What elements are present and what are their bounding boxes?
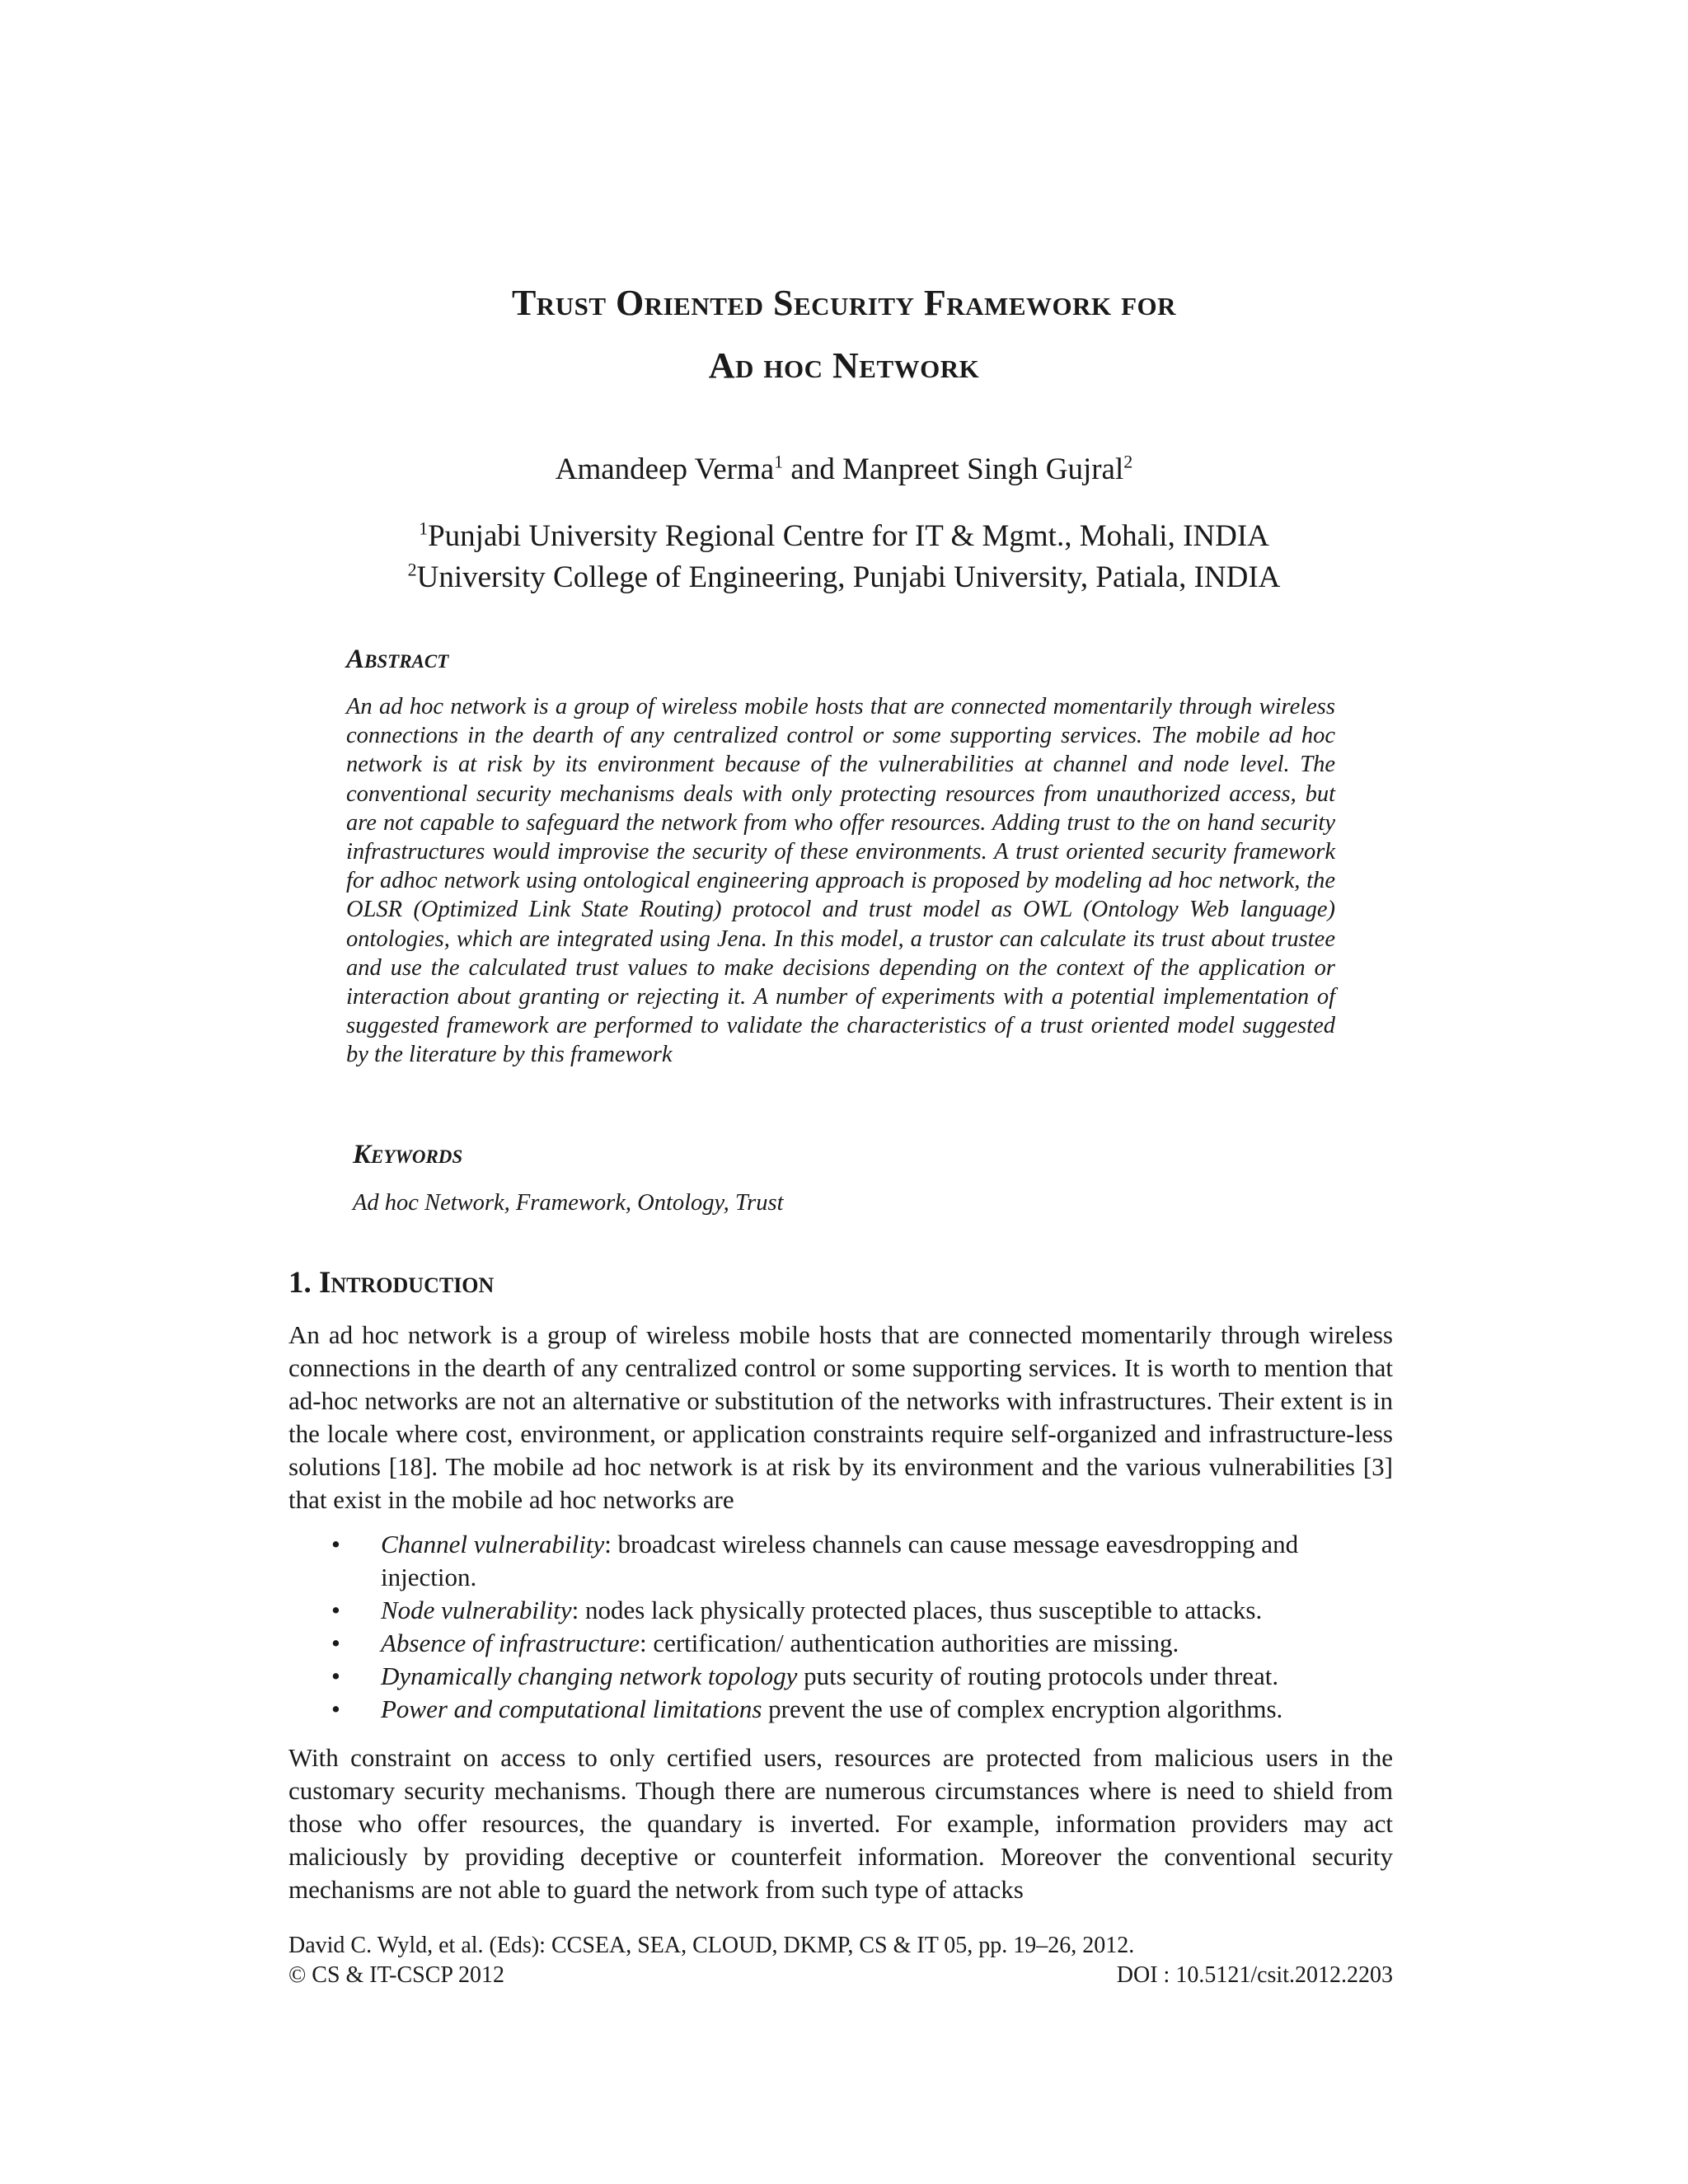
affiliation-2 <box>247 557 1441 598</box>
author-1: Amandeep Verma <box>555 452 775 486</box>
title-line-2: Ad hoc Network <box>708 345 980 386</box>
author-line <box>247 449 1441 490</box>
footer-citation: David C. Wyld, et al. (Eds): CCSEA, SEA, CLOUD, DKMP, CS & IT 05, pp. 19–26, 2012. <box>288 1933 1135 1958</box>
list-item-text: : nodes lack physically protected places, thus susceptible to attacks. <box>571 1596 1263 1624</box>
vulnerability-list <box>288 1528 1393 1726</box>
list-item-term: Channel vulnerability <box>381 1530 605 1558</box>
affiliation-1-text: Punjabi University Regional Centre for IT & Mgmt., Mohali, INDIA <box>428 519 1269 553</box>
list-item <box>288 1528 1393 1594</box>
list-item-text: : broadcast wireless channels can cause message eavesdropping and injection. <box>381 1530 1299 1591</box>
author-2-superscript: 2 <box>1123 451 1133 472</box>
footer-copyright: © CS & IT-CSCP 2012 <box>288 1962 504 1988</box>
affiliation-2-superscript: 2 <box>407 559 417 580</box>
affiliation-1 <box>247 516 1441 557</box>
introduction-heading: 1. Introduction <box>288 1266 495 1300</box>
keywords-heading: Keywords <box>353 1140 463 1169</box>
bullet-icon: • <box>331 1530 340 1558</box>
paper-title <box>247 272 1441 397</box>
list-item-term: Dynamically changing network topology <box>381 1661 798 1690</box>
list-item <box>288 1693 1393 1726</box>
author-2: Manpreet Singh Gujral <box>842 452 1124 486</box>
abstract-text: An ad hoc network is a group of wireless mobile hosts that are connected momentarily through wireless connections in the dearth of any centralized control or some supporting services. The mobile ad hoc network is at risk by its environment because of the vulnerabilities at channel and node level. The conventional security mechanisms deals with only protecting resources from unauthorized access, but are not capable to safeguard the network from who offer resources. Adding trust to the on hand security infrastructures would improvise the security of these environments. A trust oriented security framework for adhoc network using ontological engineering approach is proposed by modeling ad hoc network, the OLSR (Optimized Link State Routing) protocol and trust model as OWL (Ontology Web language) ontologies, which are integrated using Jena. In this model, a trustor can calculate its trust about trustee and use the calculated trust values to make decisions depending on the context of the application or interaction about granting or rejecting it. A number of experiments with a potential implementation of suggested framework are performed to validate the characteristics of a trust oriented model suggested by the literature by this framework <box>346 694 1335 1068</box>
list-item <box>288 1627 1393 1660</box>
affiliation-1-superscript: 1 <box>419 518 429 539</box>
list-item-text: prevent the use of complex encryption algorithms. <box>762 1694 1283 1723</box>
bullet-icon: • <box>331 1661 340 1690</box>
footer-row <box>288 1961 1393 1990</box>
author-conjunction: and <box>783 452 843 486</box>
list-item-term: Node vulnerability <box>381 1596 572 1624</box>
author-1-superscript: 1 <box>774 451 784 472</box>
list-item-term: Absence of infrastructure <box>381 1629 640 1657</box>
bullet-icon: • <box>331 1596 340 1624</box>
introduction-paragraph-1: An ad hoc network is a group of wireless mobile hosts that are connected momentarily through wireless connections in the dearth of any centralized control or some supporting services. It is worth to mention that ad-hoc networks are not an alternative or substitution of the networks with infrastructures. Their extent is in the locale where cost, environment, or application constraints require self-organized and infrastructure-less solutions [18]. The mobile ad hoc network is at risk by its environment and the various vulnerabilities [3] that exist in the mobile ad hoc networks are <box>288 1320 1393 1514</box>
abstract-heading: Abstract <box>346 644 449 674</box>
list-item <box>288 1660 1393 1693</box>
list-item-text: : certification/ authentication authorities are missing. <box>639 1629 1179 1657</box>
list-item <box>288 1594 1393 1627</box>
title-line-1: Trust Oriented Security Framework for <box>511 283 1177 323</box>
page-footer <box>288 1931 1393 1990</box>
keywords-text: Ad hoc Network, Framework, Ontology, Trust <box>353 1190 784 1216</box>
footer-doi: DOI : 10.5121/csit.2012.2203 <box>1116 1962 1393 1988</box>
bullet-icon: • <box>331 1629 340 1657</box>
bullet-icon: • <box>331 1694 340 1723</box>
affiliations <box>247 516 1441 598</box>
introduction-paragraph-2: With constraint on access to only certified users, resources are protected from malicious users in the customary security mechanisms. Though there are numerous circumstances where is need to shield from those who offer resources, the quandary is inverted. For example, information providers may act maliciously by providing deceptive or counterfeit information. Moreover the conventional security mechanisms are not able to guard the network from such type of attacks <box>288 1743 1393 1904</box>
list-item-term: Power and computational limitations <box>381 1694 762 1723</box>
affiliation-2-text: University College of Engineering, Punjabi University, Patiala, INDIA <box>416 560 1281 594</box>
list-item-text: puts security of routing protocols under threat. <box>797 1661 1279 1690</box>
